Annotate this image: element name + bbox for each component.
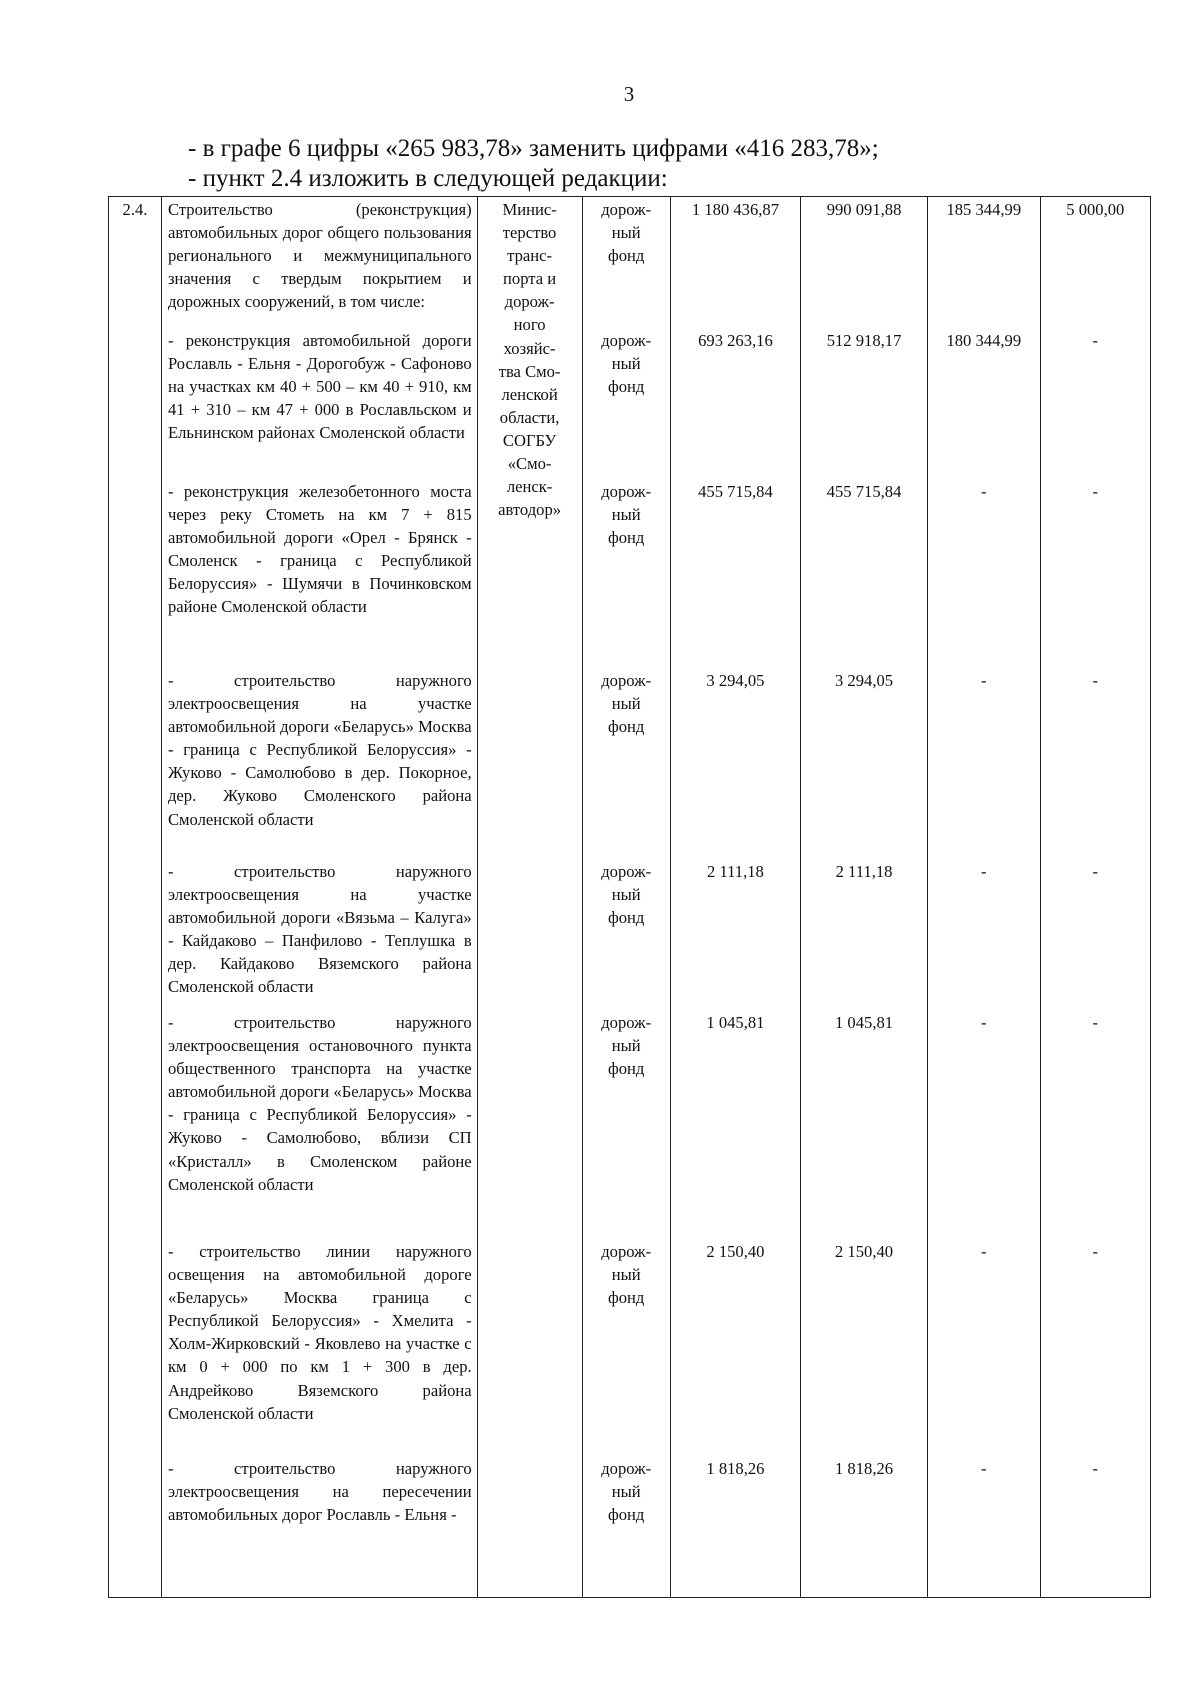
amount-col-2: 185 344,99 xyxy=(946,200,1022,219)
amount-col-3: - xyxy=(1092,1242,1099,1261)
amount-col-3: - xyxy=(1092,1459,1099,1478)
responsible-cell xyxy=(477,197,582,1598)
item-description: - строительство наружного электроосвещения остановочного пункта общественного транспорта на участке автомобильной дороги «Беларусь» Москва - граница с Республикой Белоруссия» - Жуково - Самолюбово, вблизи СП «Кристалл» в Смоленском районе Смоленской области xyxy=(167,1013,472,1194)
funding-source: дорож- ный фонд xyxy=(601,200,652,266)
amount-col-1: 1 045,81 xyxy=(834,1013,894,1032)
item-description: - строительство линии наружного освещения на автомобильной дороге «Беларусь» Москва граница с Республикой Белоруссия» - Хмелита - Холм-Жирковский - Яковлево на участке с км 0 + 000 по км 1 + 300 в дер. Андрейково Вяземского района Смоленской области xyxy=(167,1242,472,1423)
amount-col-2: 180 344,99 xyxy=(946,331,1022,350)
amount-col-3: - xyxy=(1092,331,1099,350)
amount-col-2: - xyxy=(981,482,987,501)
amendment-intro xyxy=(188,134,879,194)
program-table xyxy=(108,196,1151,1598)
funding-source: дорож- ный фонд xyxy=(601,1242,652,1308)
item-description: Строительство (реконструкция) автомобильных дорог общего пользования регионального и межмуниципального значения с твердым покрытием и дорожных сооружений, в том числе: xyxy=(167,200,472,312)
total-amount: 1 180 436,87 xyxy=(691,200,779,219)
total-amount: 1 818,26 xyxy=(706,1459,765,1478)
amount-col-1: 3 294,05 xyxy=(834,671,894,690)
item-description: - реконструкция автомобильной дороги Рославль - Ельня - Дорогобуж - Сафоново на участках км 40 + 500 – км 40 + 910, км 41 + 310 – км 47 + 000 в Рославльском и Ельнинском районах Смоленской области xyxy=(167,331,472,443)
funding-source: дорож- ный фонд xyxy=(601,482,652,548)
total-amount: 455 715,84 xyxy=(698,482,773,501)
item-description: - строительство наружного электроосвещения на пересечении автомобильных дорог Рославль - Ельня - xyxy=(167,1459,472,1525)
total-amount: 3 294,05 xyxy=(706,671,765,690)
funding-source: дорож- ный фонд xyxy=(601,862,652,928)
amount-col-1: 2 150,40 xyxy=(834,1242,894,1261)
item-description: - реконструкция железобетонного моста через реку Стометь на км 7 + 815 автомобильной дороги «Орел - Брянск - Смоленск - граница с Республикой Белоруссия» - Шумячи в Починковском районе Смоленской области xyxy=(167,482,472,617)
total-amount: 1 045,81 xyxy=(706,1013,765,1032)
funding-source: дорож- ный фонд xyxy=(601,1459,652,1525)
total-amount: 2 150,40 xyxy=(706,1242,765,1261)
amount-col-2: - xyxy=(981,671,987,690)
funding-source: дорож- ный фонд xyxy=(601,671,652,737)
source-cell xyxy=(582,197,670,1598)
amount-col-1: 990 091,88 xyxy=(826,200,902,219)
amount-col-2: - xyxy=(981,1242,987,1261)
amount-col-3: - xyxy=(1092,671,1099,690)
amount-col-3: - xyxy=(1092,862,1099,881)
amount-col-1: 1 818,26 xyxy=(834,1459,894,1478)
column-cell xyxy=(928,197,1041,1598)
item-number-cell xyxy=(109,197,162,1598)
amount-col-2: - xyxy=(981,1459,987,1478)
table-row xyxy=(109,197,1151,1598)
funding-source: дорож- ный фонд xyxy=(601,1013,652,1079)
table-body xyxy=(109,197,1151,1598)
funding-source: дорож- ный фонд xyxy=(601,331,652,397)
description-cell xyxy=(161,197,477,1598)
total-amount: 693 263,16 xyxy=(698,331,773,350)
amount-col-3: - xyxy=(1092,482,1099,501)
responsible-executor: Минис- терство транс- порта и дорож- ного хозяйс- тва Смо- ленской области, СОГБУ «Смо- ленск- автодор» xyxy=(498,200,562,520)
column-cell xyxy=(801,197,928,1598)
page-number: 3 xyxy=(623,82,635,106)
item-description: - строительство наружного электроосвещения на участке автомобильной дороги «Беларусь» Москва - граница с Республикой Белоруссия» - Жуково - Самолюбово в дер. Покорное, дер. Жуково Смоленского района Смоленской области xyxy=(167,671,472,829)
total-amount: 2 111,18 xyxy=(707,862,764,881)
item-number: 2.4. xyxy=(122,200,148,219)
column-cell xyxy=(1040,197,1150,1598)
intro-line-1: - в графе 6 цифры «265 983,78» заменить цифрами «416 283,78»; xyxy=(188,135,879,162)
amount-col-3: 5 000,00 xyxy=(1066,200,1125,219)
item-description: - строительство наружного электроосвещения на участке автомобильной дороги «Вязьма – Калуга» - Кайдаково – Панфилово - Теплушка в дер. Кайдаково Вяземского района Смоленской области xyxy=(167,862,472,997)
amount-col-3: - xyxy=(1092,1013,1099,1032)
total-cell xyxy=(670,197,800,1598)
amount-col-1: 512 918,17 xyxy=(826,331,902,350)
intro-line-2: - пункт 2.4 изложить в следующей редакции: xyxy=(188,165,668,192)
amount-col-1: 2 111,18 xyxy=(835,862,893,881)
amount-col-1: 455 715,84 xyxy=(826,482,902,501)
amount-col-2: - xyxy=(981,862,987,881)
amount-col-2: - xyxy=(981,1013,987,1032)
